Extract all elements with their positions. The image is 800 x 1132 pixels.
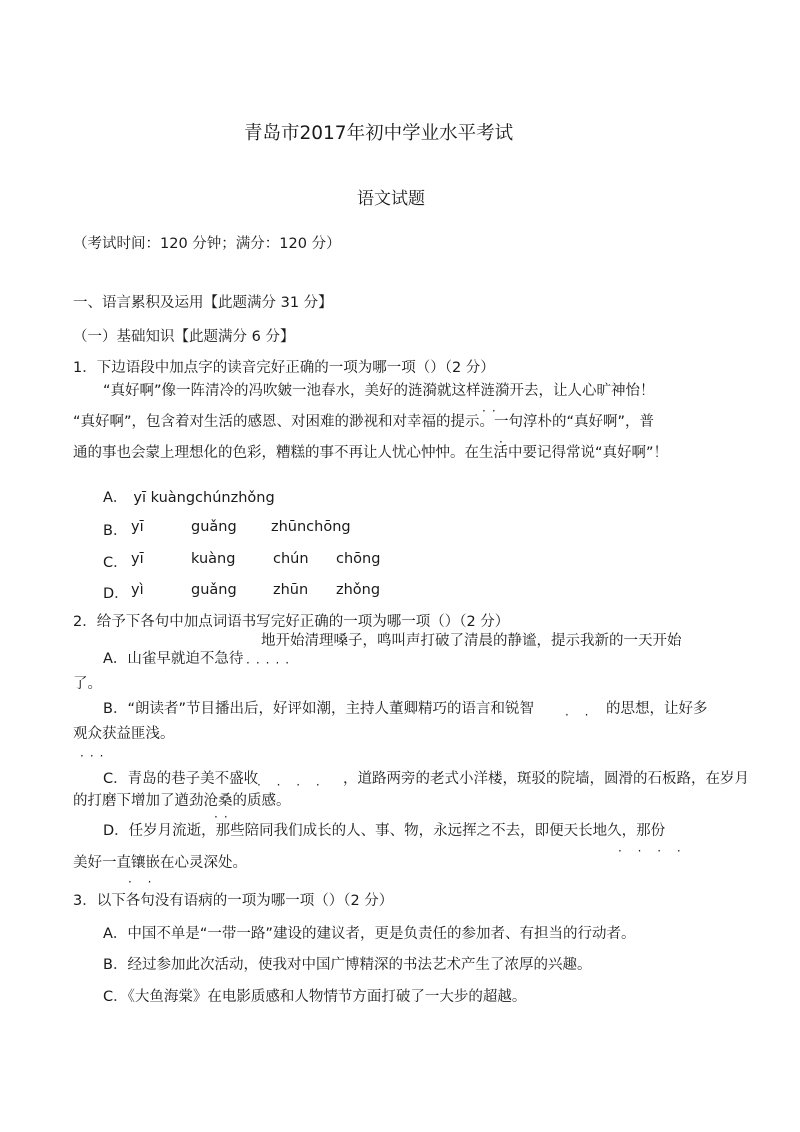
emphasis-dots: ··· <box>80 749 110 763</box>
option-col: guǎng <box>191 519 237 535</box>
option-c-line: C．《大鱼海棠》在电影质感和人物情节方面打破了一大步的超越。 <box>103 989 527 1005</box>
option-a-line: 了。 <box>73 676 102 692</box>
option-a-line: A．中国不单是“一带一路”建设的建议者，更是负责任的参加者、有担当的行动者。 <box>103 926 636 942</box>
exam-info: （考试时间：120 分钟；满分：120 分） <box>73 236 341 252</box>
passage-line: “真好啊”像一阵清冷的冯吹皴一池春水，美好的涟漪就这样涟漪开去，让人心旷神怡！ <box>103 383 655 399</box>
option-col: kuàng <box>191 551 236 567</box>
option-label: D． <box>103 586 129 602</box>
option-d <box>103 582 381 603</box>
question-1-stem: 1．下边语段中加点字的读音完好正确的一项为哪一项（）（2 分） <box>73 360 495 376</box>
emphasis-dots: ·· <box>214 810 234 824</box>
option-d-line: D．任岁月流逝，那些陪同我们成长的人、事、物，永远挥之不去，即便天长地久，那份 <box>103 823 666 839</box>
option-a-line: A．山雀早就迫不急待 <box>103 651 244 667</box>
option-label: B． <box>103 523 128 539</box>
option-col: guǎng <box>191 582 237 598</box>
option-c-line: C．青岛的巷子美不盛收 <box>103 771 259 787</box>
option-d-line: 美好一直镶嵌在心灵深处。 <box>73 855 247 871</box>
option-c <box>103 551 381 572</box>
sub-section-heading: （一）基础知识【此题满分 6 分】 <box>73 329 295 345</box>
emphasis-dots: · <box>499 435 509 449</box>
option-text: yī kuàngchúnzhǒng <box>133 490 275 506</box>
passage-line: 通的事也会蒙上理想化的色彩，糟糕的事不再让人忧心忡忡。在生活中要记得常说“真好啊”！ <box>73 445 669 461</box>
exam-title: 青岛市2017年初中学业水平考试 <box>244 123 514 144</box>
option-col: yī <box>131 519 144 535</box>
option-c-line: ，道路两旁的老式小洋楼，斑驳的院墙，圆滑的石板路，在岁月 <box>343 771 749 787</box>
option-col: zhǒng <box>336 582 381 598</box>
option-label: A． <box>103 490 128 506</box>
option-b-line: B．“朗读者”节目播出后，好评如潮，主持人董卿精巧的语言和锐智 <box>103 701 534 717</box>
emphasis-dots: ····· <box>246 656 296 670</box>
question-2-stem: 2．给予下各句中加点词语书写完好正确的一项为哪一项（）（2 分） <box>73 614 510 630</box>
paper-subtitle: 语文试题 <box>357 189 425 209</box>
question-3-stem: 3．以下各句没有语病的一项为哪一项（）（2 分） <box>73 893 394 909</box>
option-b <box>103 519 351 540</box>
emphasis-dots: · · <box>128 875 158 889</box>
option-c-line: 的打磨下增加了遒劲沧桑的质感。 <box>73 793 291 809</box>
option-col: chún <box>273 551 309 567</box>
option-label: C． <box>103 555 128 571</box>
emphasis-dots: · · · · <box>618 844 687 858</box>
emphasis-dots: · · · · <box>257 778 326 792</box>
emphasis-dots: · · <box>565 708 595 722</box>
option-col: chōng <box>336 551 381 567</box>
option-b-line: 观众获益匪浅。 <box>73 726 175 742</box>
passage-line: “真好啊”，包含着对生活的感恩、对困难的渺视和对幸福的提示。一句淳朴的“真好啊”，普 <box>73 414 655 430</box>
option-a <box>103 486 275 507</box>
emphasis-dots: ·· <box>482 404 502 418</box>
option-col: zhūnchōng <box>271 519 351 535</box>
option-col: yī <box>131 551 144 567</box>
option-b-line: B．经过参加此次活动，使我对中国广博精深的书法艺术产生了浓厚的兴趣。 <box>103 957 592 973</box>
option-b-line: 的思想，让好多 <box>606 701 708 717</box>
option-a-line: 地开始清理嗓子，鸣叫声打破了清晨的静谧，提示我新的一天开始 <box>261 633 682 649</box>
option-col: zhūn <box>273 582 309 598</box>
option-col: yì <box>131 582 144 598</box>
section-heading: 一、语言累积及运用【此题满分 31 分】 <box>73 295 333 311</box>
